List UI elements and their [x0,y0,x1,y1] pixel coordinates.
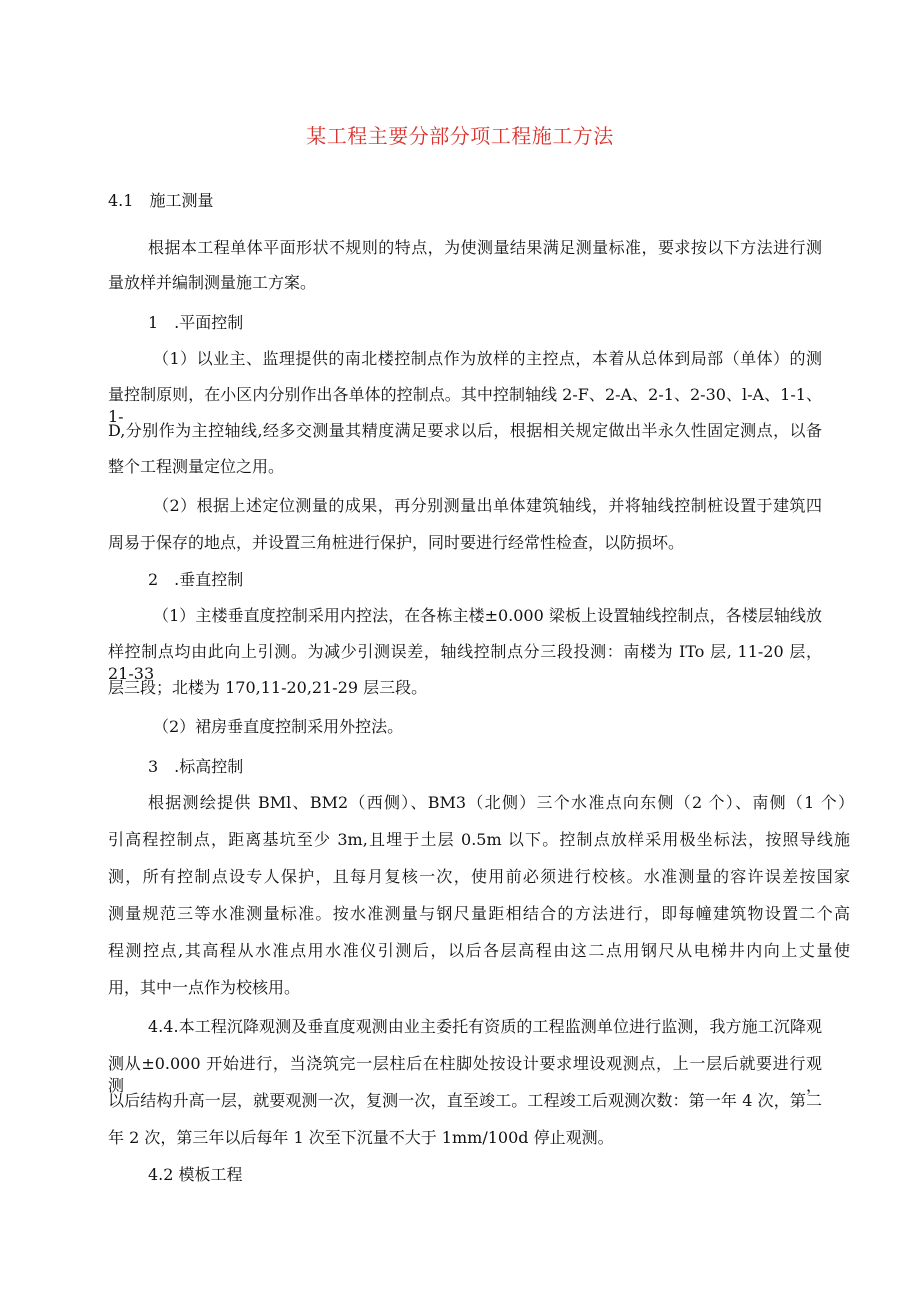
section-heading-survey: 4.1 施工测量 [108,191,214,210]
subsection-heading-elevation-control: 3 .标高控制 [148,757,244,776]
paragraph-line: 以后结构升高一层，就要观测一次，复测一次，直至竣工。工程竣工后观测次数：第一年 4 次，第二 [108,1091,822,1110]
subsection-heading-plane-control: 1 .平面控制 [148,313,244,332]
paragraph-line: 量控制原则，在小区内分别作出各单体的控制点。其中控制轴线 2-F、2-A、2-1、2-30、l-A、1-1、1- [108,385,822,426]
paragraph-line: 量放样并编制测量施工方案。 [108,273,317,292]
paragraph-line: 测量规范三等水准测量标准。按水准测量与钢尺量距相结合的方法进行，即每幢建筑物设置二个高 [108,904,850,923]
subsection-heading-vertical-control: 2 .垂直控制 [148,570,244,589]
paragraph-line: （2）根据上述定位测量的成果，再分别测量出单体建筑轴线，并将轴线控制桩设置于建筑四 [153,496,822,515]
paragraph-line: 用，其中一点作为校核用。 [108,978,301,997]
paragraph-line: 年 2 次，第三年以后每年 1 次至下沉量不大于 1mm∕100d 停止观测。 [108,1128,614,1147]
paragraph-line: D,分别作为主控轴线,经多交测量其精度满足要求以后，根据相关规定做出半永久性固定测点，以备 [108,421,822,440]
paragraph-line: （1）主楼垂直度控制采用内控法，在各栋主楼±0.000 梁板上设置轴线控制点，各楼层轴线放 [153,606,822,625]
paragraph-line: （2）裙房垂直度控制采用外控法。 [153,717,404,736]
paragraph-line: 4.4.本工程沉降观测及垂直度观测由业主委托有资质的工程监测单位进行监测，我方施工沉降观 [148,1017,822,1036]
paragraph-line: 样控制点均由此向上引测。为减少引测误差，轴线控制点分三段投测：南楼为 ITo 层, 11-20 层，21-33 [108,642,822,683]
paragraph-line: （1）以业主、监理提供的南北楼控制点作为放样的主控点，本着从总体到局部（单体）的测 [153,349,822,368]
paragraph-line: 整个工程测量定位之用。 [108,457,285,476]
paragraph-line: 根据本工程单体平面形状不规则的特点，为使测量结果满足测量标准，要求按以下方法进行测 [148,238,822,257]
section-heading-formwork: 4.2 模板工程 [148,1165,243,1184]
paragraph-line: 引高程控制点，距离基坑至少 3m,且埋于土层 0.5m 以下。控制点放样采用极坐标法，按照导线施 [108,830,850,849]
paragraph-line: 周易于保存的地点，并设置三角桩进行保护，同时要进行经常性检查，以防损坏。 [108,533,685,552]
paragraph-line: 层三段；北楼为 170,11-20,21-29 层三段。 [108,678,428,697]
paragraph-line: 程测控点,其高程从水准点用水准仪引测后，以后各层高程由这二点用钢尺从电梯井内向上丈量使 [108,941,850,960]
paragraph-line: 测从±0.000 开始进行，当浇筑完一层柱后在柱脚处按设计要求埋设观测点，上一层后就要进行观测， [108,1054,822,1095]
paragraph-line: 测，所有控制点设专人保护，且每月复核一次，使用前必须进行校核。水准测量的容许误差按国家 [108,867,850,886]
paragraph-line: 根据测绘提供 BMl、BM2（西侧）、BM3（北侧）三个水准点向东侧（2 个）、南侧（1 个） [148,793,854,812]
document-title: 某工程主要分部分项工程施工方法 [306,124,614,148]
